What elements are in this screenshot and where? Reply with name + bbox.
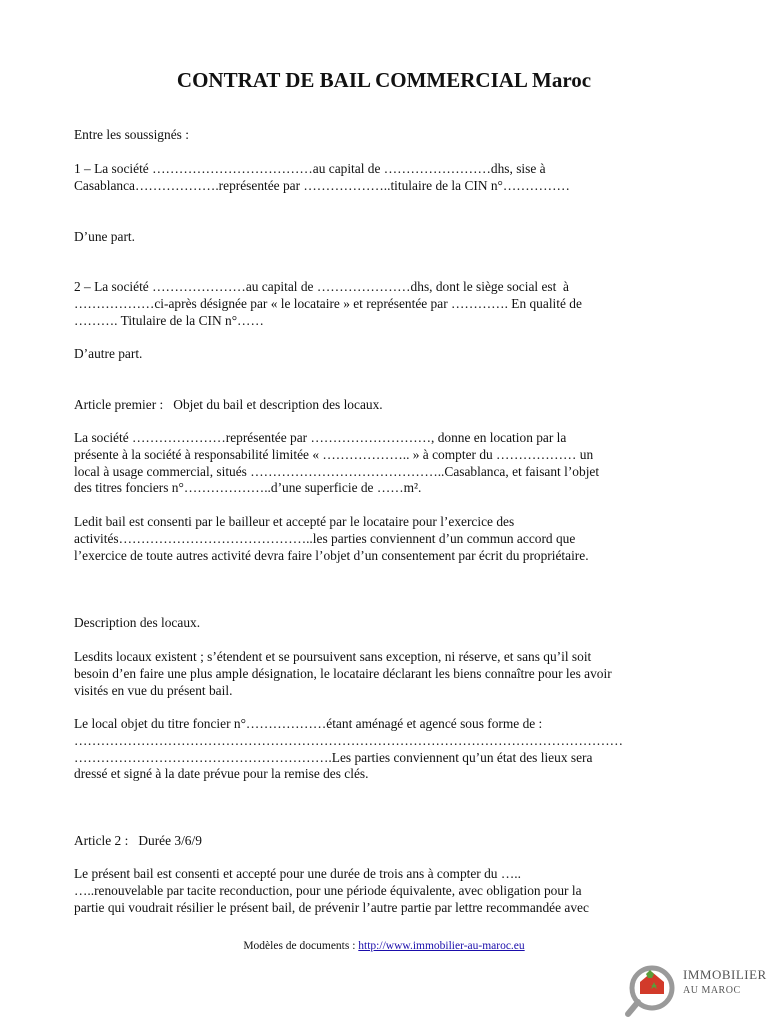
- logo-wordmark: [683, 968, 767, 998]
- heading-description-locaux: Description des locaux.: [74, 615, 201, 630]
- page-footer: [0, 940, 768, 952]
- paragraph-party-1: 1 – La société ………………………………au capital de ……………………dhs, sise à Casablanca……………….représentée par ………………..titulaire de la CIN n°……………: [74, 161, 570, 193]
- paragraph-dune-part: D’une part.: [74, 229, 135, 244]
- paragraph-article-1-activites: Ledit bail est consenti par le bailleur et accepté par le locataire pour l’exercice des activités……………………………………..les parties conviennent d’un commun accord que l’exercice de toute autres activité devra faire l’objet d’un consentement par écrit du propriétaire.: [74, 514, 589, 563]
- footer-link[interactable]: http://www.immobilier-au-maroc.eu: [358, 940, 525, 952]
- paragraph-parties-intro: Entre les soussignés :: [74, 127, 189, 142]
- paragraph-article-2-duree: Le présent bail est consenti et accepté pour une durée de trois ans à compter du ….. …..renouvelable par tacite reconduction, pour une période équivalente, avec obligation pour la partie qui voudrait résilier le présent bail, de prévenir l’autre partie par lettre recommandée avec: [74, 866, 589, 915]
- paragraph-dautre-part: D’autre part.: [74, 346, 143, 361]
- logo-line-2: AU MAROC: [683, 985, 741, 996]
- footer-label: Modèles de documents :: [243, 940, 359, 952]
- paragraph-locaux-existent: Lesdits locaux existent ; s’étendent et se poursuivent sans exception, ni réserve, et sans qu’il soit besoin d’en faire une plus ample désignation, le locataire déclarant les biens connaître pour les avoir visités en vue du présent bail.: [74, 649, 612, 698]
- paragraph-local-titre-foncier: Le local objet du titre foncier n°………………étant aménagé et agencé sous forme de : …………………………………………………………………………………………………………… ………………………………………………….Les parties conviennent qu’un état des lieux sera dressé et signé à la date prévue pour la remise des clés.: [74, 716, 624, 782]
- document-title: CONTRAT DE BAIL COMMERCIAL Maroc: [176, 68, 592, 92]
- logo-line-1: IMMOBILIER: [683, 967, 767, 982]
- heading-article-1: Article premier : Objet du bail et description des locaux.: [74, 397, 383, 412]
- heading-article-2: Article 2 : Durée 3/6/9: [74, 833, 202, 848]
- paragraph-party-2: 2 – La société …………………au capital de …………………dhs, dont le siège social est à ………………ci-après désignée par « le locataire » et représentée par …………. En qualité de ………. Titulaire de la CIN n°……: [74, 279, 582, 328]
- paragraph-article-1-location: La société …………………représentée par ………………………, donne en location par la présente à la société à responsabilité limitée « ……………….. » à compter du ……………… un local à usage commercial, situés ……………………………………..Casablanca, et faisant l’objet des titres fonciers n°………………..d’une superficie de ……m².: [74, 430, 600, 496]
